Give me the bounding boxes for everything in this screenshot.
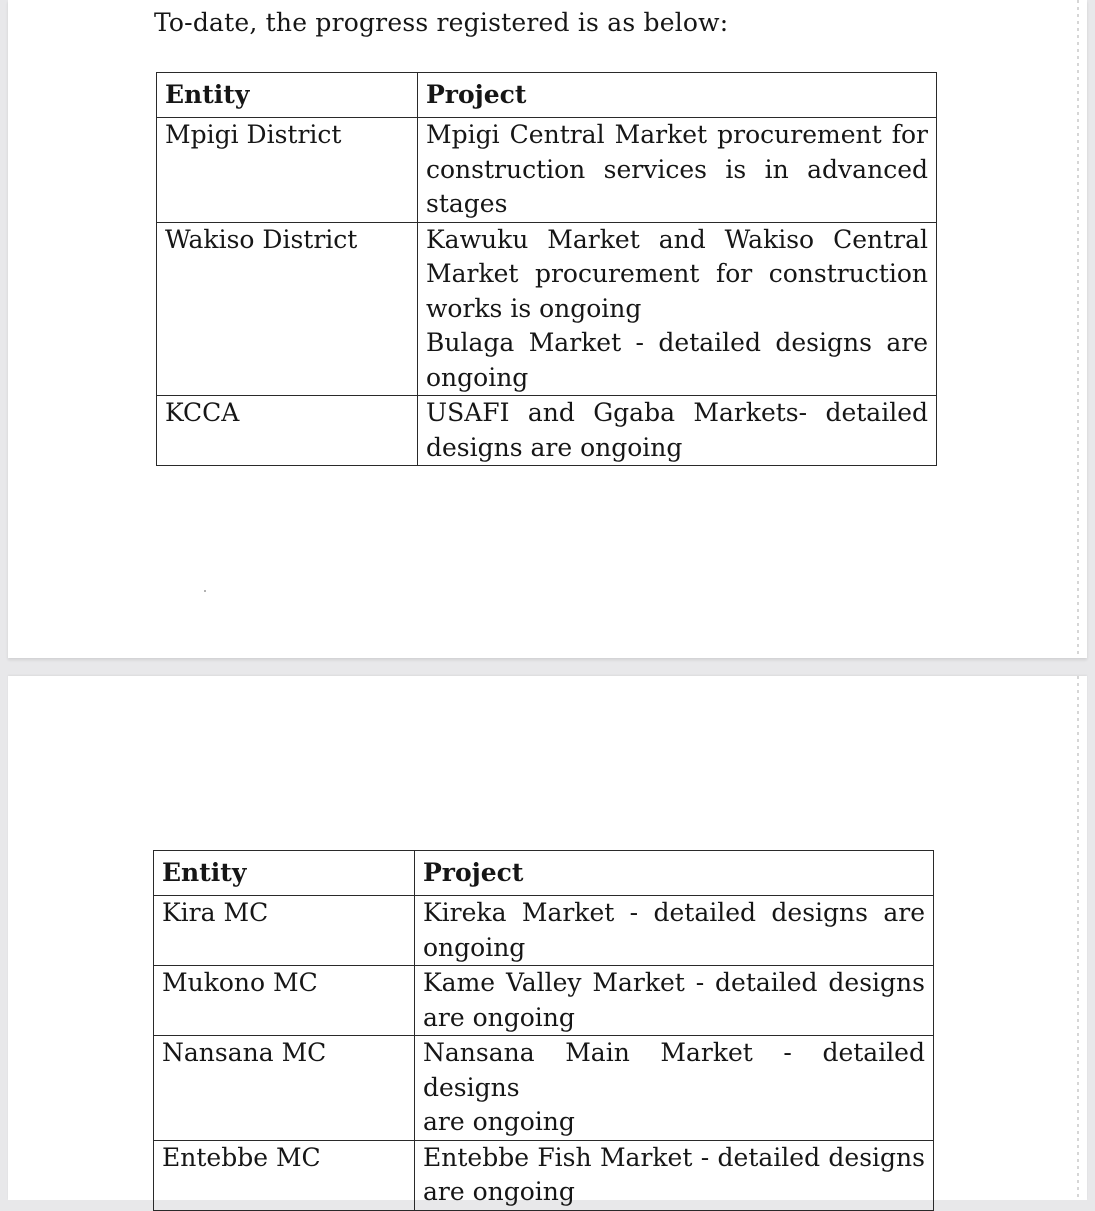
entity-cell: Nansana MC bbox=[154, 1036, 415, 1141]
table-row bbox=[154, 1036, 934, 1141]
project-line: Market procurement for construction bbox=[426, 259, 928, 288]
project-line: Kame Valley Market - detailed designs bbox=[423, 968, 925, 997]
project-cell bbox=[415, 896, 934, 966]
entity-cell: Entebbe MC bbox=[154, 1140, 415, 1210]
project-line: Kireka Market - detailed designs are bbox=[423, 898, 925, 927]
page-edge-shadow bbox=[1077, 0, 1079, 658]
table-row bbox=[154, 896, 934, 966]
document-page-2 bbox=[8, 676, 1087, 1206]
project-line: Mpigi Central Market procurement for bbox=[426, 120, 928, 149]
project-line: works is ongoing bbox=[426, 293, 642, 323]
table-row bbox=[154, 966, 934, 1036]
project-line: Kawuku Market and Wakiso Central bbox=[426, 224, 928, 254]
project-line: stages bbox=[426, 189, 508, 218]
project-line: ongoing bbox=[423, 932, 526, 962]
project-cell bbox=[415, 966, 934, 1036]
project-cell bbox=[415, 1036, 934, 1141]
entity-cell: Kira MC bbox=[154, 896, 415, 966]
project-line: Entebbe Fish Market - detailed designs bbox=[423, 1142, 925, 1172]
project-line: Nansana Main Market - detailed designs bbox=[423, 1038, 925, 1102]
scan-speck bbox=[204, 590, 206, 592]
project-header: Project bbox=[418, 73, 937, 118]
table-header-row bbox=[157, 73, 937, 118]
project-line: are ongoing bbox=[423, 1002, 575, 1032]
project-cell bbox=[418, 396, 937, 466]
entity-cell: Wakiso District bbox=[157, 222, 418, 396]
document-page-1 bbox=[8, 0, 1087, 658]
project-line: designs are ongoing bbox=[426, 432, 683, 462]
table-row bbox=[157, 118, 937, 223]
table-row bbox=[157, 222, 937, 396]
entity-cell: Mpigi District bbox=[157, 118, 418, 223]
entity-header: Entity bbox=[154, 851, 415, 896]
project-line: ongoing bbox=[426, 362, 529, 392]
intro-text: To-date, the progress registered is as below: bbox=[154, 8, 729, 37]
project-cell bbox=[418, 222, 937, 396]
project-cell bbox=[418, 118, 937, 223]
project-header: Project bbox=[415, 851, 934, 896]
page-edge-shadow bbox=[1077, 676, 1079, 1200]
project-line: USAFI and Ggaba Markets- detailed bbox=[426, 398, 928, 427]
project-line: Bulaga Market - detailed designs are bbox=[426, 328, 928, 357]
project-line: are ongoing bbox=[423, 1177, 575, 1206]
progress-table-2 bbox=[153, 850, 934, 1211]
project-line: are ongoing bbox=[423, 1107, 575, 1136]
entity-cell: KCCA bbox=[157, 396, 418, 466]
table-header-row bbox=[154, 851, 934, 896]
entity-cell: Mukono MC bbox=[154, 966, 415, 1036]
table-row bbox=[157, 396, 937, 466]
entity-header: Entity bbox=[157, 73, 418, 118]
progress-table-1 bbox=[156, 72, 937, 466]
project-line: construction services is in advanced bbox=[426, 154, 928, 184]
